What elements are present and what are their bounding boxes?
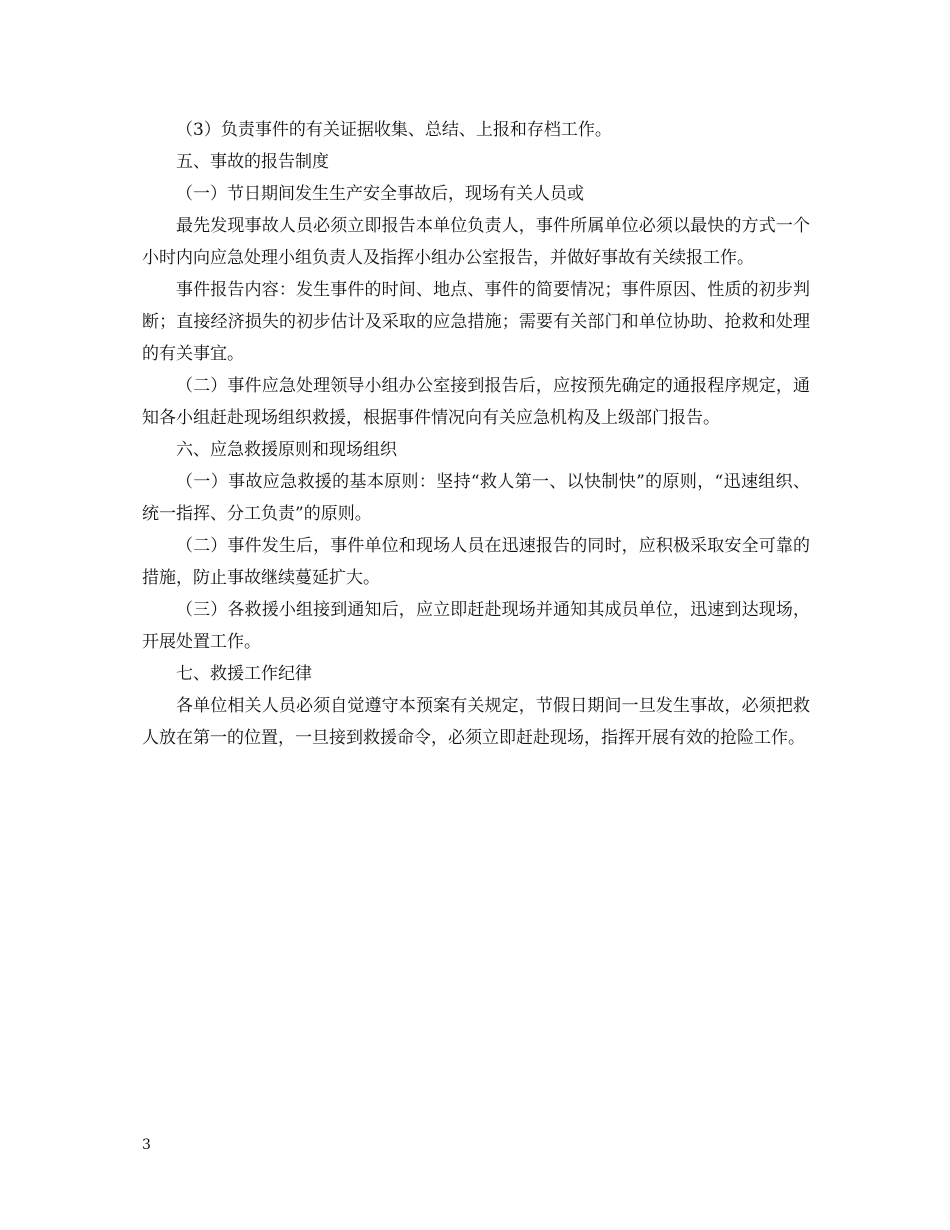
paragraph-evidence-duty: （3）负责事件的有关证据收集、总结、上报和存档工作。	[176, 120, 612, 140]
paragraph-report-1: （一）节日期间发生生产安全事故后，现场有关人员或	[176, 184, 584, 204]
section-heading-discipline: 七、救援工作纪律	[176, 664, 312, 684]
paragraph-discipline: 各单位相关人员必须自觉遵守本预案有关规定，节假日期间一旦发生事故，必须把救人放在第一的位置，一旦接到救援命令，必须立即赶赴现场，指挥开展有效的抢险工作。	[142, 696, 810, 748]
paragraph-report-1-continued: 最先发现事故人员必须立即报告本单位负责人，事件所属单位必须以最快的方式一个小时内向应急处理小组负责人及指挥小组办公室报告，并做好事故有关续报工作。	[142, 216, 810, 268]
page-number: 3	[142, 1137, 151, 1153]
section-heading-report-system: 五、事故的报告制度	[176, 152, 329, 172]
paragraph-report-content: 事件报告内容：发生事件的时间、地点、事件的简要情况；事件原因、性质的初步判断；直接经济损失的初步估计及采取的应急措施；需要有关部门和单位协助、抢救和处理的有关事宜。	[142, 280, 810, 364]
document-body	[142, 114, 810, 754]
paragraph-report-2: （二）事件应急处理领导小组办公室接到报告后，应按预先确定的通报程序规定，通知各小组赶赴现场组织救援，根据事件情况向有关应急机构及上级部门报告。	[142, 376, 810, 428]
paragraph-rescue-1: （一）事故应急救援的基本原则：坚持“救人第一、以快制快”的原则，“迅速组织、统一指挥、分工负责”的原则。	[142, 472, 810, 524]
paragraph-rescue-3: （三）各救援小组接到通知后，应立即赶赴现场并通知其成员单位，迅速到达现场，开展处置工作。	[142, 600, 810, 652]
paragraph-rescue-2: （二）事件发生后，事件单位和现场人员在迅速报告的同时，应积极采取安全可靠的措施，防止事故继续蔓延扩大。	[142, 536, 810, 588]
section-heading-rescue-principles: 六、应急救援原则和现场组织	[176, 440, 397, 460]
